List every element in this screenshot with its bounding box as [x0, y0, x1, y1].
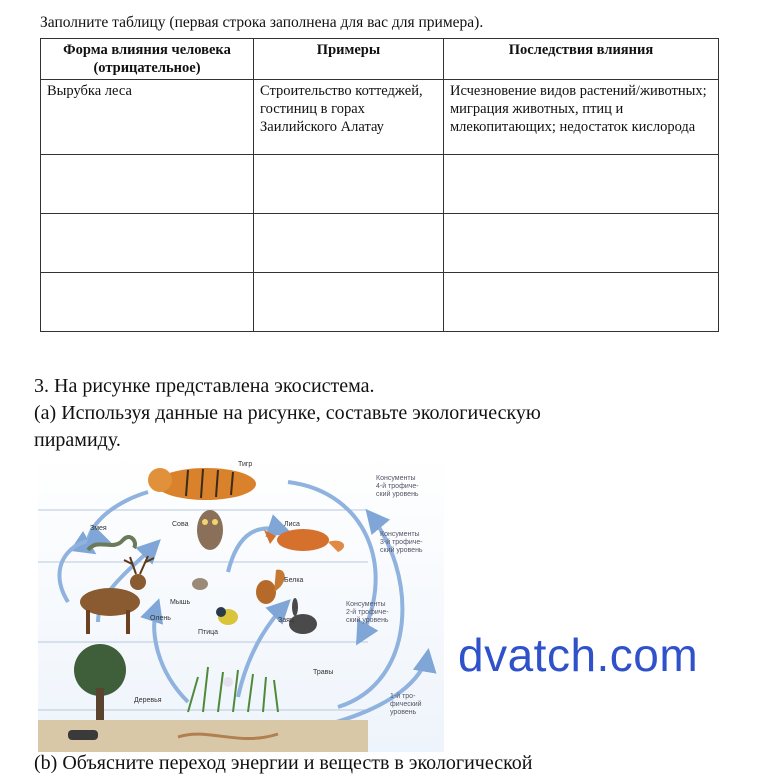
task3a-text-cont: пирамиду. [34, 429, 121, 451]
svg-text:1-й тро-: 1-й тро- [390, 693, 416, 700]
table-instructions: Заполните таблицу (первая строка заполнена для вас для примера). [40, 14, 484, 31]
empty-cell[interactable] [254, 155, 444, 214]
level4-label [376, 475, 419, 498]
svg-text:ский уровень: ский уровень [380, 547, 423, 554]
label-snake: Змея [90, 525, 107, 532]
empty-cell[interactable] [41, 155, 254, 214]
table-row-empty [41, 155, 719, 214]
empty-cell[interactable] [254, 214, 444, 273]
label-tree: Деревья [134, 697, 162, 704]
label-fox: Лиса [284, 521, 300, 528]
level3-label [380, 531, 423, 554]
empty-cell[interactable] [444, 214, 719, 273]
label-owl: Сова [172, 521, 189, 528]
empty-cell[interactable] [444, 155, 719, 214]
cell-impact-form: Вырубка леса [41, 80, 254, 155]
svg-text:3-й трофиче-: 3-й трофиче- [380, 539, 423, 546]
table-row-empty [41, 214, 719, 273]
owl-icon [197, 510, 223, 550]
header-impact-form: Форма влияния человека (отрицательное) [41, 39, 254, 80]
mouse-icon [192, 578, 208, 590]
svg-text:Консументы: Консументы [376, 475, 416, 482]
empty-cell[interactable] [444, 273, 719, 332]
label-bird: Птица [198, 629, 219, 636]
cell-examples: Строительство коттеджей, гостиниц в горах Заилийского Алатау [254, 80, 444, 155]
label-hare: Заяц [278, 617, 294, 624]
flower-icon [223, 677, 233, 687]
svg-text:Консументы: Консументы [380, 531, 420, 538]
label-squirrel: Белка [284, 577, 304, 584]
label-deer: Олень [150, 615, 171, 622]
table-header-row [41, 39, 719, 80]
cell-consequences: Исчезновение видов растений/животных; миграция животных, птиц и млекопитающих; недостаток кислорода [444, 80, 719, 155]
empty-cell[interactable] [41, 214, 254, 273]
table-row-example [41, 80, 719, 155]
svg-text:ский уровень: ский уровень [376, 491, 419, 498]
label-tiger: Тигр [238, 461, 253, 468]
svg-text:Консументы: Консументы [346, 601, 386, 608]
beetle-icon [68, 730, 98, 740]
label-grass: Травы [313, 669, 334, 676]
header-consequences: Последствия влияния [444, 39, 719, 80]
level2-label [346, 601, 389, 624]
task3b-text: (b) Объясните переход энергии и веществ в экологической [34, 752, 533, 774]
svg-text:2-й трофиче-: 2-й трофиче- [346, 609, 389, 616]
table-row-empty [41, 273, 719, 332]
ecosystem-figure [38, 452, 444, 752]
empty-cell[interactable] [41, 273, 254, 332]
svg-text:ский уровень: ский уровень [346, 617, 389, 624]
header-examples: Примеры [254, 39, 444, 80]
task3a-text: (a) Используя данные на рисунке, составьте экологическую [34, 402, 541, 424]
label-mouse: Мышь [170, 599, 191, 606]
svg-text:фический: фический [390, 701, 422, 708]
svg-text:4-й трофиче-: 4-й трофиче- [376, 483, 419, 490]
task3-heading: 3. На рисунке представлена экосистема. [34, 375, 375, 397]
empty-cell[interactable] [254, 273, 444, 332]
impact-table [40, 38, 719, 332]
svg-text:уровень: уровень [390, 709, 417, 716]
watermark-logo: dvatch.com [458, 629, 699, 681]
